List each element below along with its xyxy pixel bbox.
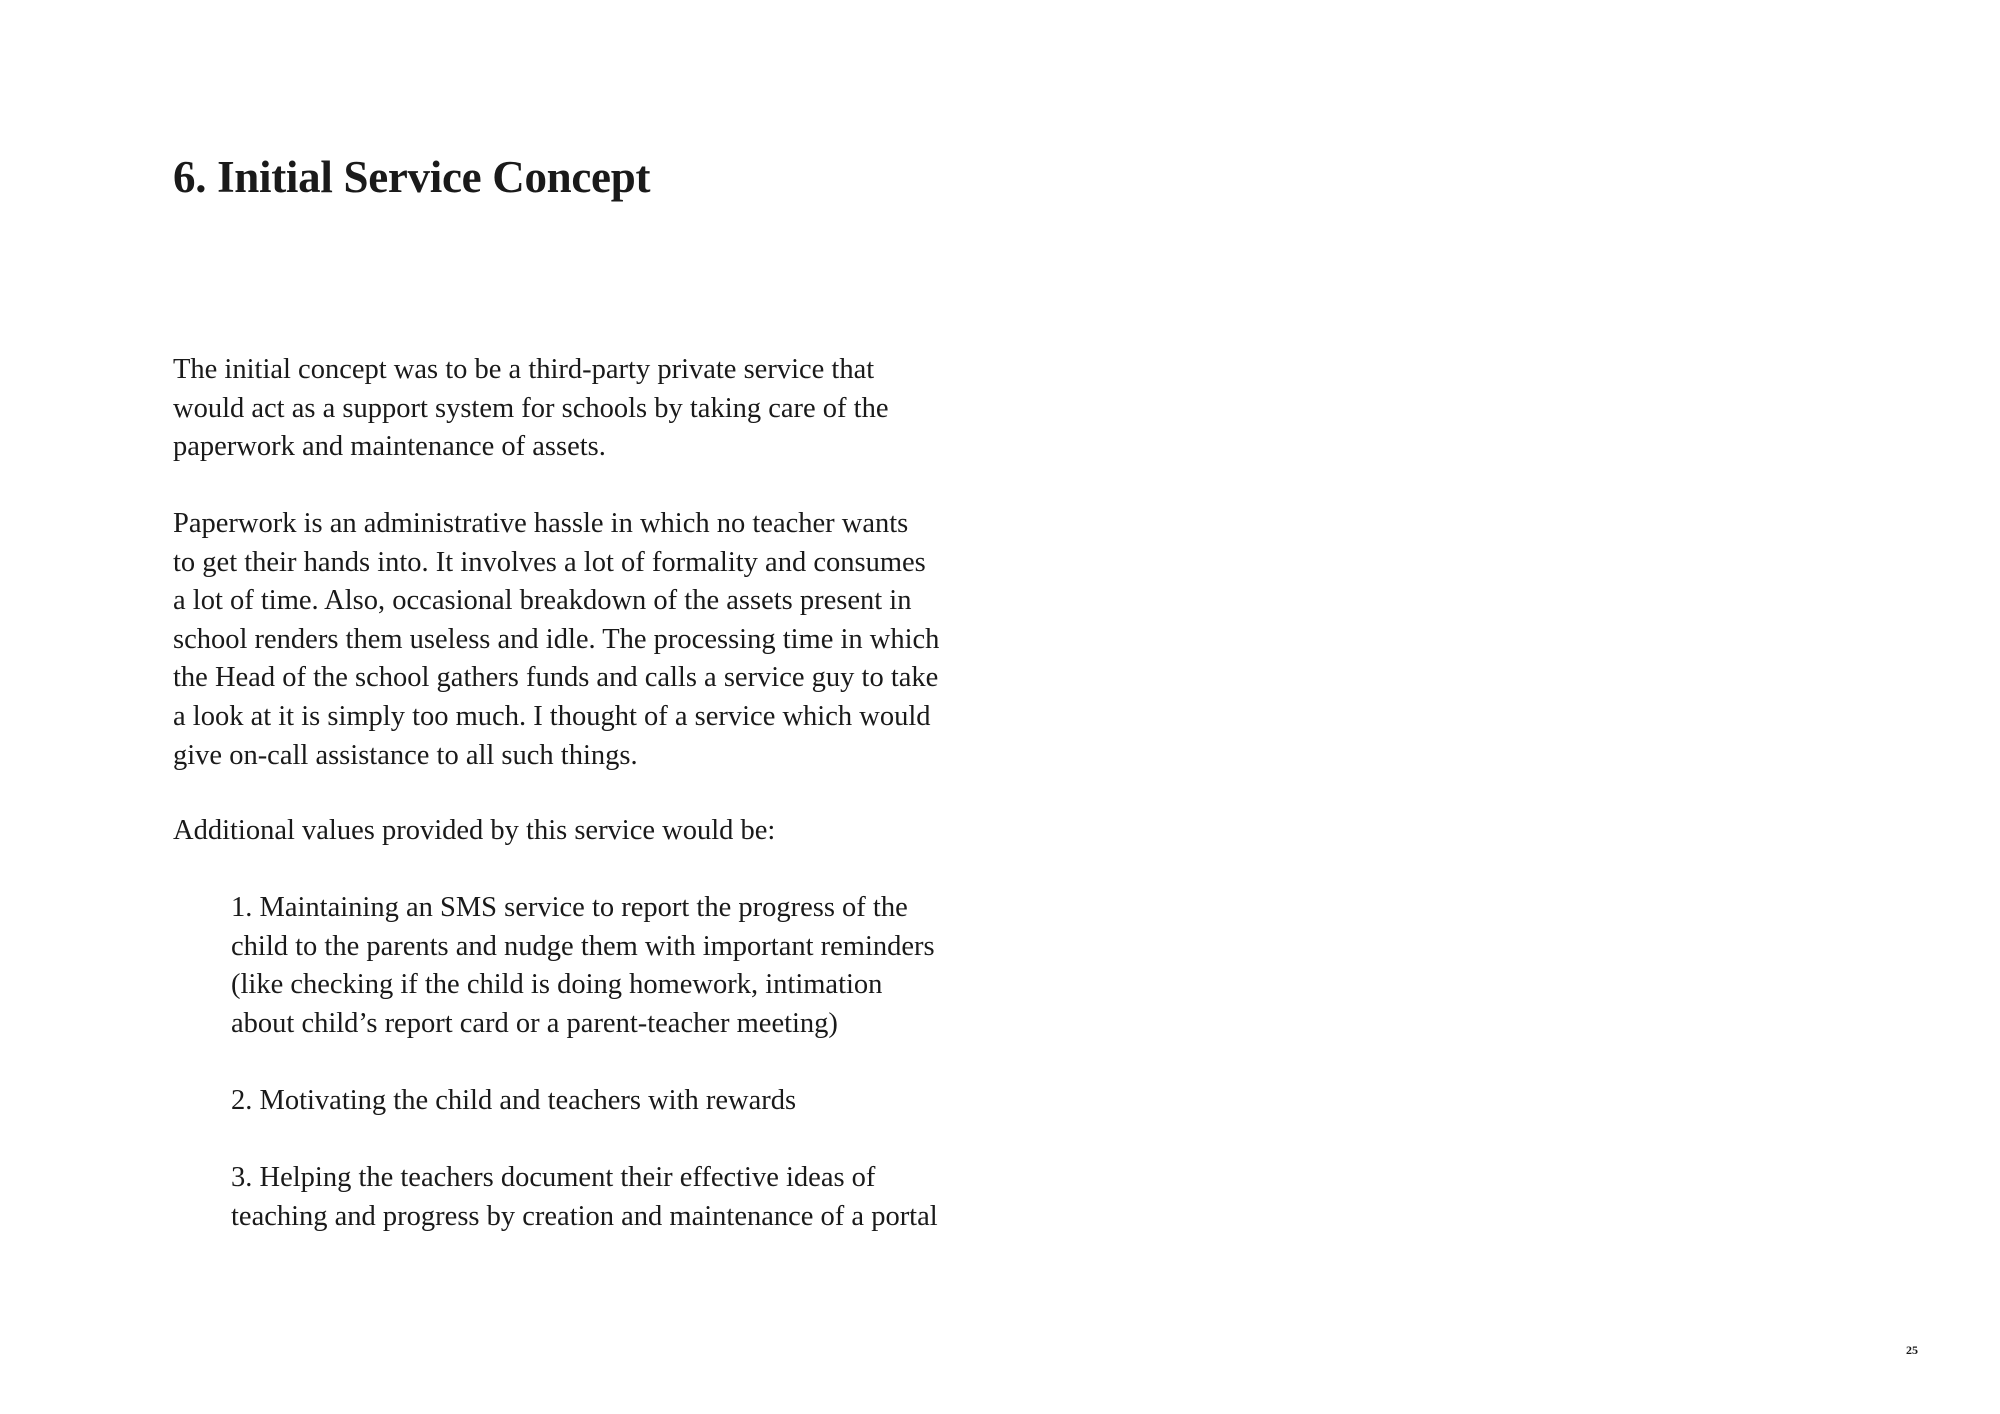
text-line: child to the parents and nudge them with important reminders bbox=[231, 930, 935, 962]
text-line: school renders them useless and idle. The processing time in which bbox=[173, 623, 940, 655]
paragraph-intro bbox=[173, 351, 889, 467]
text-line: teaching and progress by creation and maintenance of a portal bbox=[231, 1200, 938, 1232]
paragraph-additional-values bbox=[173, 812, 775, 851]
list-item-1 bbox=[231, 889, 935, 1043]
text-line: paperwork and maintenance of assets. bbox=[173, 431, 606, 463]
text-line: would act as a support system for schools by taking care of the bbox=[173, 392, 889, 424]
text-line: The initial concept was to be a third-party private service that bbox=[173, 354, 875, 385]
text-line: 3. Helping the teachers document their effective ideas of bbox=[231, 1162, 876, 1193]
section-heading: 6. Initial Service Concept bbox=[173, 152, 651, 202]
list-item-2 bbox=[231, 1082, 796, 1121]
text-line: (like checking if the child is doing homework, intimation bbox=[231, 969, 883, 1001]
text-line: to get their hands into. It involves a lot of formality and consumes bbox=[173, 546, 926, 578]
text-line: a look at it is simply too much. I thought of a service which would bbox=[173, 700, 931, 732]
paragraph-paperwork bbox=[173, 505, 939, 775]
page-number: 25 bbox=[1906, 1343, 1918, 1357]
text-line: about child’s report card or a parent-teacher meeting) bbox=[231, 1007, 838, 1039]
text-line: a lot of time. Also, occasional breakdown of the assets present in bbox=[173, 585, 912, 617]
text-line: 1. Maintaining an SMS service to report the progress of the bbox=[231, 892, 908, 923]
text-line: the Head of the school gathers funds and calls a service guy to take bbox=[173, 662, 939, 694]
text-line: 2. Motivating the child and teachers with rewards bbox=[231, 1085, 797, 1116]
list-item-3 bbox=[231, 1159, 938, 1236]
text-line: Paperwork is an administrative hassle in which no teacher wants bbox=[173, 508, 909, 539]
text-line: give on-call assistance to all such things. bbox=[173, 739, 638, 771]
text-line: Additional values provided by this service would be: bbox=[173, 815, 776, 846]
